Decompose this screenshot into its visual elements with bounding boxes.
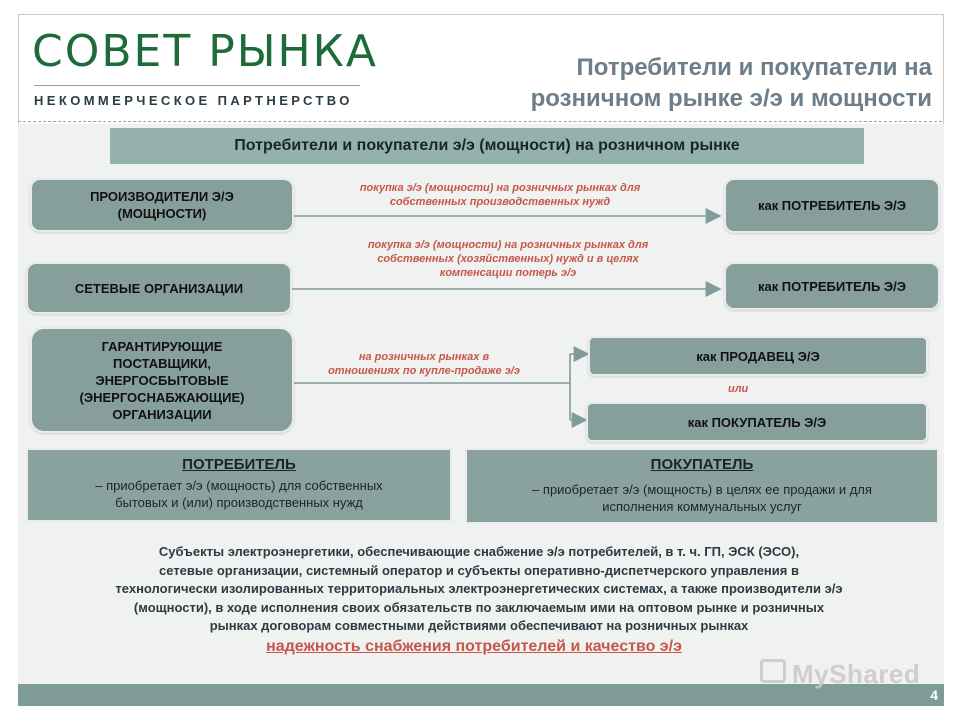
arrow-label-producers: [300, 181, 700, 209]
definition-consumer-line2: бытовых и (или) производственных нужд: [115, 495, 363, 510]
box-producers-line1: ПРОИЗВОДИТЕЛИ Э/Э: [90, 189, 234, 204]
box-suppliers-line3: ЭНЕРГОСБЫТОВЫЕ: [95, 372, 229, 388]
box-suppliers-line2: ПОСТАВЩИКИ,: [113, 355, 211, 371]
box-suppliers-line5: ОРГАНИЗАЦИИ: [112, 406, 212, 422]
summary-line1: Субъекты электроэнергетики, обеспечивающие снабжение э/э потребителей, в т. ч. ГП, ЭСК (ЭСО),: [158, 544, 800, 559]
summary-paragraph: [24, 543, 934, 636]
arrow-label-suppliers-line1: на розничных рынках в: [358, 351, 490, 363]
definition-buyer-line1: – приобретает э/э (мощность) в целях ее продажи и для: [532, 482, 872, 497]
definition-consumer-line1: – приобретает э/э (мощность) для собственных: [95, 478, 383, 493]
box-network-line1: СЕТЕВЫЕ ОРГАНИЗАЦИИ: [74, 280, 244, 296]
logo-title: СОВЕТ РЫНКА: [32, 26, 378, 77]
arrow-label-producers-line2: собственных производственных нужд: [389, 196, 611, 208]
box-network-organizations: [26, 262, 292, 314]
definition-buyer: [465, 448, 939, 524]
summary-line2: сетевые организации, системный оператор и субъекты оперативно-диспетчерского управления в: [159, 562, 799, 578]
arrow-label-suppliers-line2: отношениях по купле-продаже э/э: [328, 365, 520, 377]
definition-consumer-title: ПОТРЕБИТЕЛЬ: [182, 456, 296, 473]
reliability-highlight: надежность снабжения потребителей и качество э/э: [266, 638, 682, 655]
slide-title-line2: розничном рынке э/э и мощности: [530, 85, 932, 112]
page-number: 4: [930, 687, 938, 703]
box-as-buyer: как ПОКУПАТЕЛЬ Э/Э: [586, 402, 928, 442]
or-label: или: [728, 383, 749, 395]
box-suppliers-line1: ГАРАНТИРУЮЩИЕ: [101, 338, 223, 354]
box-as-consumer-1: как ПОТРЕБИТЕЛЬ Э/Э: [724, 178, 940, 233]
summary-line3: технологически изолированных территориальных электроэнергетических системах, а также производители э/э: [115, 581, 843, 596]
summary-line5: рынках договорам совместными действиями обеспечивают на розничных рынках: [209, 618, 749, 633]
box-producers-line2: (МОЩНОСТИ): [117, 206, 207, 221]
definition-consumer-text: [28, 477, 450, 511]
box-as-consumer-2: как ПОТРЕБИТЕЛЬ Э/Э: [724, 262, 940, 310]
box-as-seller: как ПРОДАВЕЦ Э/Э: [588, 336, 928, 376]
slide-title-line1: Потребители и покупатели на: [576, 54, 932, 81]
definition-consumer: [26, 448, 452, 522]
box-suppliers-line4: (ЭНЕРГОСНАБЖАЮЩИЕ): [79, 389, 245, 405]
watermark-icon: [760, 659, 786, 683]
arrow-label-producers-line1: покупка э/э (мощности) на розничных рынках для: [359, 182, 641, 194]
arrow-label-suppliers: [296, 350, 552, 378]
section-banner: Потребители и покупатели э/э (мощности) на розничном рынке: [110, 128, 864, 164]
box-guaranteeing-suppliers: [30, 327, 294, 433]
definition-buyer-text: [467, 481, 937, 515]
box-producers: [30, 178, 294, 232]
definition-buyer-line2: исполнения коммунальных услуг: [602, 499, 802, 514]
definition-buyer-title: ПОКУПАТЕЛЬ: [650, 456, 754, 473]
arrow-label-network-line1: покупка э/э (мощности) на розничных рынках для: [367, 239, 649, 251]
watermark: MyShared: [792, 659, 921, 689]
arrow-label-network-line3: компенсации потерь э/э: [439, 267, 577, 279]
arrow-label-network: [300, 238, 716, 280]
arrow-label-network-line2: собственных (хозяйственных) нужд и в целях: [377, 253, 639, 265]
summary-line4: (мощности), в ходе исполнения своих обязательств по заключаемым ими на оптовом рынке и розничных: [133, 599, 825, 615]
logo-subtitle: НЕКОММЕРЧЕСКОЕ ПАРТНЕРСТВО: [34, 93, 353, 108]
